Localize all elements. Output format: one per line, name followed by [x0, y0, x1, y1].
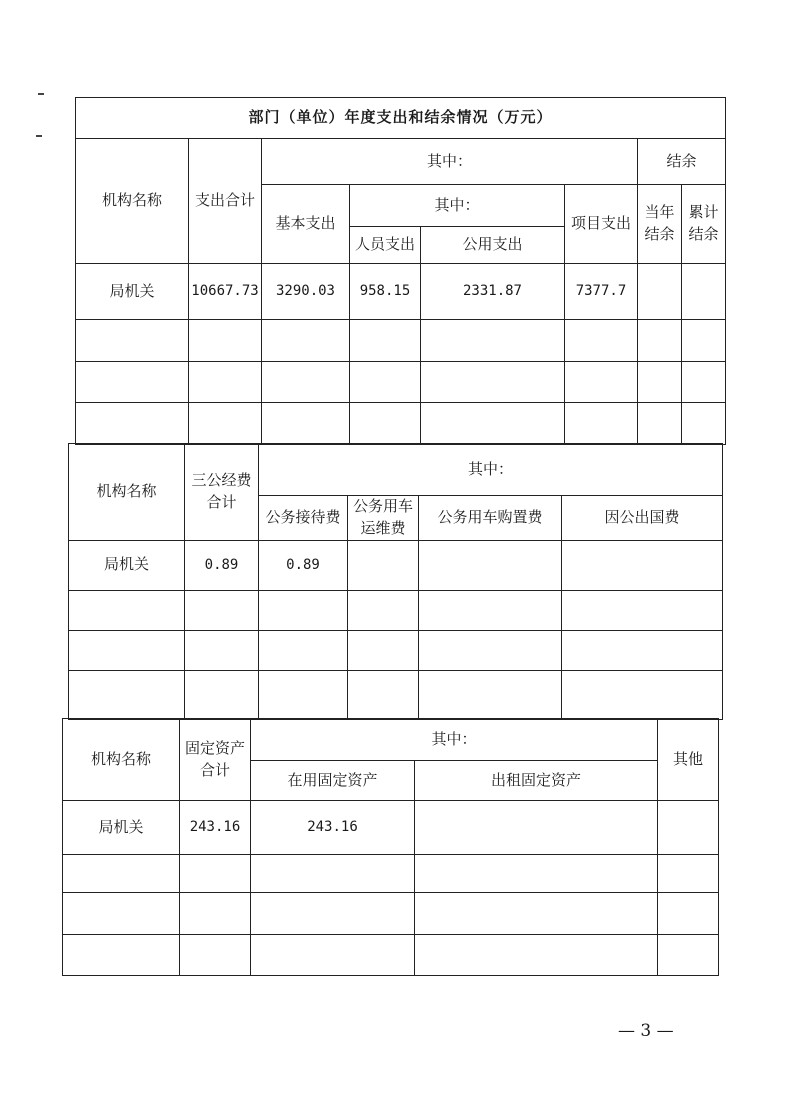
table-row	[76, 362, 726, 403]
expenditure-table	[75, 97, 726, 445]
cell-total: 0.89	[185, 540, 259, 590]
table-row	[76, 264, 726, 320]
header-project: 项目支出	[565, 185, 638, 264]
table-row	[69, 540, 723, 590]
table-row	[63, 855, 719, 893]
table-row	[63, 935, 719, 976]
cell-org: 局机关	[63, 801, 180, 855]
table-row	[69, 590, 723, 630]
table-row	[69, 630, 723, 670]
three-public-expenses-table	[68, 443, 723, 720]
cell-vehicle-purchase	[419, 540, 562, 590]
header-of-which: 其中：	[259, 444, 723, 496]
header-org-name: 机构名称	[69, 444, 185, 541]
header-total: 三公经费合计	[185, 444, 259, 541]
cell-vehicle-ops	[348, 540, 419, 590]
cell-other	[658, 801, 719, 855]
cell-cum-surplus	[682, 264, 726, 320]
header-other: 其他	[658, 719, 719, 801]
header-personnel: 人员支出	[350, 227, 421, 264]
header-basic: 基本支出	[262, 185, 350, 264]
cell-org: 局机关	[76, 264, 189, 320]
header-org-name: 机构名称	[76, 139, 189, 264]
header-leased: 出租固定资产	[415, 761, 658, 801]
table-row	[63, 801, 719, 855]
cell-project: 7377.7	[565, 264, 638, 320]
header-org-name: 机构名称	[63, 719, 180, 801]
header-vehicle-ops: 公务用车运维费	[348, 496, 419, 541]
scan-mark	[36, 135, 42, 137]
table-row	[69, 670, 723, 719]
cell-in-use: 243.16	[251, 801, 415, 855]
header-reception: 公务接待费	[259, 496, 348, 541]
table-row	[76, 403, 726, 445]
header-year-surplus: 当年结余	[638, 185, 682, 264]
cell-org: 局机关	[69, 540, 185, 590]
header-of-which: 其中：	[251, 719, 658, 761]
scan-mark	[38, 93, 44, 95]
table-row	[63, 893, 719, 935]
header-vehicle-purchase: 公务用车购置费	[419, 496, 562, 541]
cell-public-use: 2331.87	[421, 264, 565, 320]
header-in-use: 在用固定资产	[251, 761, 415, 801]
header-public-use: 公用支出	[421, 227, 565, 264]
cell-leased	[415, 801, 658, 855]
header-cum-surplus: 累计结余	[682, 185, 726, 264]
table-row	[76, 320, 726, 362]
cell-reception: 0.89	[259, 540, 348, 590]
cell-year-surplus	[638, 264, 682, 320]
page-number: — 3 —	[618, 1021, 674, 1041]
table-title: 部门（单位）年度支出和结余情况（万元）	[76, 98, 726, 139]
fixed-assets-table	[62, 718, 719, 976]
cell-personnel: 958.15	[350, 264, 421, 320]
cell-total: 10667.73	[189, 264, 262, 320]
header-of-which: 其中：	[262, 139, 638, 185]
header-surplus: 结余	[638, 139, 726, 185]
cell-abroad	[562, 540, 723, 590]
cell-basic: 3290.03	[262, 264, 350, 320]
cell-total: 243.16	[180, 801, 251, 855]
header-total: 固定资产合计	[180, 719, 251, 801]
header-basic-of-which: 其中：	[350, 185, 565, 227]
header-total: 支出合计	[189, 139, 262, 264]
header-abroad: 因公出国费	[562, 496, 723, 541]
